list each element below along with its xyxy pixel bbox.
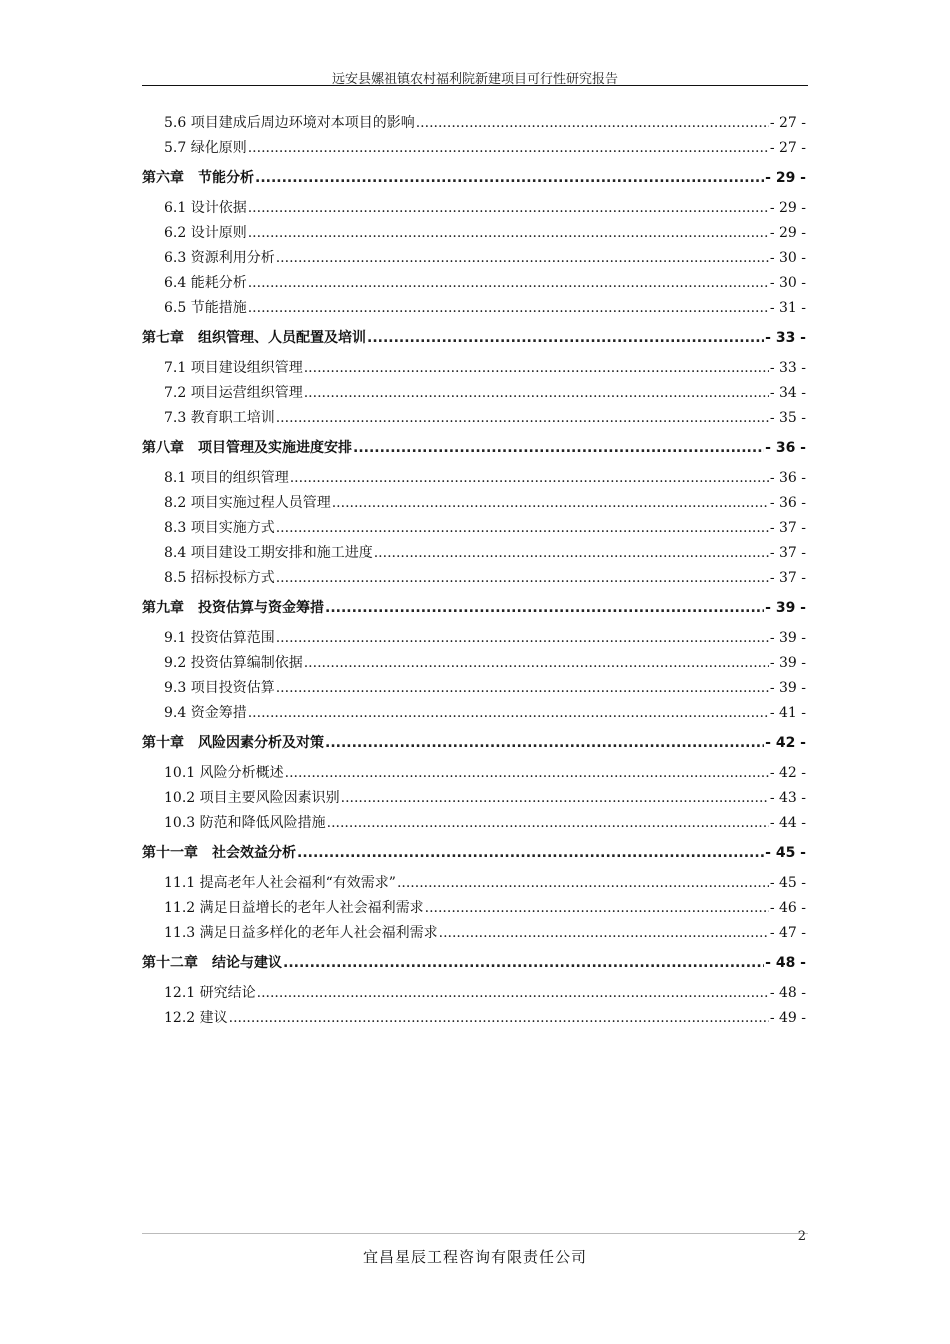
toc-dot-leader bbox=[276, 520, 769, 536]
toc-dot-leader bbox=[248, 140, 769, 156]
toc-dot-leader bbox=[276, 410, 769, 426]
toc-section-entry[interactable] bbox=[142, 897, 806, 922]
toc-section-entry[interactable] bbox=[142, 137, 806, 162]
toc-section-label: 10.2 项目主要风险因素识别 bbox=[164, 790, 340, 806]
toc-chapter-title: 社会效益分析 bbox=[212, 845, 296, 861]
toc-section-entry[interactable] bbox=[142, 247, 806, 272]
toc-dot-leader bbox=[285, 765, 769, 781]
toc-dot-leader bbox=[290, 470, 769, 486]
toc-page-number: - 49 - bbox=[769, 1010, 806, 1026]
toc-section-entry[interactable] bbox=[142, 567, 806, 592]
toc-page-number: - 27 - bbox=[769, 115, 806, 131]
toc-page-number: - 36 - bbox=[769, 470, 806, 486]
toc-section-label: 7.1 项目建设组织管理 bbox=[164, 360, 303, 376]
toc-chapter-entry[interactable] bbox=[142, 437, 806, 462]
toc-section-label: 12.1 研究结论 bbox=[164, 985, 256, 1001]
toc-page-number: - 48 - bbox=[769, 985, 806, 1001]
toc-chapter-title: 结论与建议 bbox=[212, 955, 282, 971]
toc-chapter-label bbox=[142, 952, 282, 972]
toc-page-number: - 34 - bbox=[769, 385, 806, 401]
toc-page-number: - 29 - bbox=[769, 225, 806, 241]
toc-page-number: - 33 - bbox=[765, 330, 806, 346]
toc-section-label: 11.3 满足日益多样化的老年人社会福利需求 bbox=[164, 925, 438, 941]
toc-section-entry[interactable] bbox=[142, 357, 806, 382]
toc-section-entry[interactable] bbox=[142, 872, 806, 897]
toc-chapter-title: 项目管理及实施进度安排 bbox=[198, 440, 352, 456]
table-of-contents bbox=[142, 112, 806, 1032]
toc-section-entry[interactable] bbox=[142, 787, 806, 812]
toc-section-label: 9.4 资金筹措 bbox=[164, 705, 247, 721]
toc-section-entry[interactable] bbox=[142, 382, 806, 407]
toc-section-label: 12.2 建议 bbox=[164, 1010, 228, 1026]
toc-page-number: - 42 - bbox=[769, 765, 806, 781]
toc-chapter-title: 组织管理、人员配置及培训 bbox=[198, 330, 366, 346]
toc-dot-leader bbox=[367, 330, 764, 346]
toc-dot-leader bbox=[304, 360, 769, 376]
toc-dot-leader bbox=[439, 925, 769, 941]
toc-dot-leader bbox=[327, 815, 769, 831]
toc-section-entry[interactable] bbox=[142, 812, 806, 837]
toc-page-number: - 45 - bbox=[765, 845, 806, 861]
toc-dot-leader bbox=[248, 275, 769, 291]
toc-section-entry[interactable] bbox=[142, 922, 806, 947]
toc-dot-leader bbox=[276, 570, 769, 586]
toc-page-number: - 42 - bbox=[765, 735, 806, 751]
toc-section-entry[interactable] bbox=[142, 702, 806, 727]
toc-chapter-label bbox=[142, 167, 254, 187]
toc-section-label: 8.4 项目建设工期安排和施工进度 bbox=[164, 545, 373, 561]
toc-chapter-number: 第六章 bbox=[142, 170, 184, 186]
toc-section-label: 11.1 提高老年人社会福利“有效需求” bbox=[164, 875, 396, 891]
toc-section-label: 8.1 项目的组织管理 bbox=[164, 470, 289, 486]
toc-page-number: - 39 - bbox=[765, 600, 806, 616]
toc-page-number: - 39 - bbox=[769, 655, 806, 671]
toc-section-label: 6.2 设计原则 bbox=[164, 225, 247, 241]
toc-page-number: - 27 - bbox=[769, 140, 806, 156]
toc-dot-leader bbox=[341, 790, 769, 806]
toc-chapter-label bbox=[142, 437, 352, 457]
toc-section-label: 6.3 资源利用分析 bbox=[164, 250, 275, 266]
toc-section-label: 8.5 招标投标方式 bbox=[164, 570, 275, 586]
toc-chapter-label bbox=[142, 732, 324, 752]
toc-chapter-number: 第八章 bbox=[142, 440, 184, 456]
toc-section-entry[interactable] bbox=[142, 222, 806, 247]
toc-page-number: - 44 - bbox=[769, 815, 806, 831]
toc-section-label: 6.1 设计依据 bbox=[164, 200, 247, 216]
toc-page-number: - 41 - bbox=[769, 705, 806, 721]
toc-section-label: 8.3 项目实施方式 bbox=[164, 520, 275, 536]
toc-dot-leader bbox=[276, 680, 769, 696]
toc-chapter-title: 节能分析 bbox=[198, 170, 254, 186]
toc-page-number: - 31 - bbox=[769, 300, 806, 316]
toc-page-number: - 37 - bbox=[769, 545, 806, 561]
toc-dot-leader bbox=[425, 900, 769, 916]
toc-dot-leader bbox=[353, 440, 764, 456]
toc-page-number: - 48 - bbox=[765, 955, 806, 971]
toc-section-label: 5.7 绿化原则 bbox=[164, 140, 247, 156]
page-header-title: 远安县嫘祖镇农村福利院新建项目可行性研究报告 bbox=[331, 72, 618, 87]
toc-section-label: 5.6 项目建成后周边环境对本项目的影响 bbox=[164, 115, 415, 131]
toc-chapter-number: 第十二章 bbox=[142, 955, 198, 971]
footer-company-name: 宜昌星辰工程咨询有限责任公司 bbox=[362, 1248, 587, 1266]
toc-section-entry[interactable] bbox=[142, 1007, 806, 1032]
toc-chapter-number: 第十章 bbox=[142, 735, 184, 751]
toc-chapter-number: 第十一章 bbox=[142, 845, 198, 861]
toc-section-label: 10.3 防范和降低风险措施 bbox=[164, 815, 326, 831]
toc-section-label: 9.2 投资估算编制依据 bbox=[164, 655, 303, 671]
toc-dot-leader bbox=[248, 705, 769, 721]
toc-dot-leader bbox=[255, 170, 764, 186]
toc-chapter-label bbox=[142, 842, 296, 862]
toc-dot-leader bbox=[248, 300, 769, 316]
toc-dot-leader bbox=[325, 735, 764, 751]
toc-page-number: - 46 - bbox=[769, 900, 806, 916]
toc-dot-leader bbox=[304, 655, 769, 671]
toc-chapter-entry[interactable] bbox=[142, 732, 806, 757]
toc-page-number: - 33 - bbox=[769, 360, 806, 376]
toc-section-label: 11.2 满足日益增长的老年人社会福利需求 bbox=[164, 900, 424, 916]
toc-section-entry[interactable] bbox=[142, 652, 806, 677]
toc-dot-leader bbox=[257, 985, 769, 1001]
toc-dot-leader bbox=[283, 955, 764, 971]
toc-dot-leader bbox=[276, 630, 769, 646]
toc-section-label: 7.3 教育职工培训 bbox=[164, 410, 275, 426]
toc-section-entry[interactable] bbox=[142, 982, 806, 1007]
page-number: 2 bbox=[797, 1229, 806, 1244]
toc-section-entry[interactable] bbox=[142, 197, 806, 222]
toc-dot-leader bbox=[248, 200, 769, 216]
toc-dot-leader bbox=[325, 600, 764, 616]
footer-divider bbox=[142, 1233, 808, 1234]
toc-section-label: 9.3 项目投资估算 bbox=[164, 680, 275, 696]
toc-section-entry[interactable] bbox=[142, 272, 806, 297]
toc-page-number: - 36 - bbox=[765, 440, 806, 456]
toc-section-entry[interactable] bbox=[142, 517, 806, 542]
toc-dot-leader bbox=[297, 845, 764, 861]
toc-chapter-number: 第七章 bbox=[142, 330, 184, 346]
toc-chapter-title: 风险因素分析及对策 bbox=[198, 735, 324, 751]
toc-section-entry[interactable] bbox=[142, 407, 806, 432]
toc-section-label: 7.2 项目运营组织管理 bbox=[164, 385, 303, 401]
toc-page-number: - 43 - bbox=[769, 790, 806, 806]
toc-page-number: - 30 - bbox=[769, 275, 806, 291]
toc-page-number: - 37 - bbox=[769, 520, 806, 536]
toc-section-entry[interactable] bbox=[142, 492, 806, 517]
toc-page-number: - 29 - bbox=[765, 170, 806, 186]
toc-dot-leader bbox=[332, 495, 769, 511]
toc-dot-leader bbox=[397, 875, 769, 891]
toc-page-number: - 39 - bbox=[769, 630, 806, 646]
toc-chapter-title: 投资估算与资金筹措 bbox=[198, 600, 324, 616]
toc-section-entry[interactable] bbox=[142, 762, 806, 787]
toc-chapter-entry[interactable] bbox=[142, 842, 806, 867]
toc-chapter-entry[interactable] bbox=[142, 952, 806, 977]
toc-dot-leader bbox=[248, 225, 769, 241]
toc-chapter-entry[interactable] bbox=[142, 167, 806, 192]
toc-page-number: - 45 - bbox=[769, 875, 806, 891]
toc-section-entry[interactable] bbox=[142, 677, 806, 702]
toc-dot-leader bbox=[276, 250, 769, 266]
toc-section-entry[interactable] bbox=[142, 542, 806, 567]
toc-dot-leader bbox=[229, 1010, 769, 1026]
toc-section-label: 6.5 节能措施 bbox=[164, 300, 247, 316]
toc-page-number: - 35 - bbox=[769, 410, 806, 426]
toc-page-number: - 30 - bbox=[769, 250, 806, 266]
toc-chapter-label bbox=[142, 327, 366, 347]
toc-page-number: - 47 - bbox=[769, 925, 806, 941]
toc-chapter-number: 第九章 bbox=[142, 600, 184, 616]
toc-dot-leader bbox=[304, 385, 769, 401]
toc-dot-leader bbox=[374, 545, 769, 561]
toc-dot-leader bbox=[416, 115, 769, 131]
toc-section-label: 9.1 投资估算范围 bbox=[164, 630, 275, 646]
toc-page-number: - 36 - bbox=[769, 495, 806, 511]
toc-section-entry[interactable] bbox=[142, 467, 806, 492]
toc-page-number: - 29 - bbox=[769, 200, 806, 216]
toc-section-label: 10.1 风险分析概述 bbox=[164, 765, 284, 781]
header-divider bbox=[142, 85, 808, 86]
toc-section-label: 6.4 能耗分析 bbox=[164, 275, 247, 291]
toc-section-entry[interactable] bbox=[142, 297, 806, 322]
toc-section-entry[interactable] bbox=[142, 627, 806, 652]
toc-section-entry[interactable] bbox=[142, 112, 806, 137]
toc-page-number: - 39 - bbox=[769, 680, 806, 696]
toc-section-label: 8.2 项目实施过程人员管理 bbox=[164, 495, 331, 511]
toc-chapter-entry[interactable] bbox=[142, 327, 806, 352]
toc-chapter-entry[interactable] bbox=[142, 597, 806, 622]
toc-chapter-label bbox=[142, 597, 324, 617]
toc-page-number: - 37 - bbox=[769, 570, 806, 586]
